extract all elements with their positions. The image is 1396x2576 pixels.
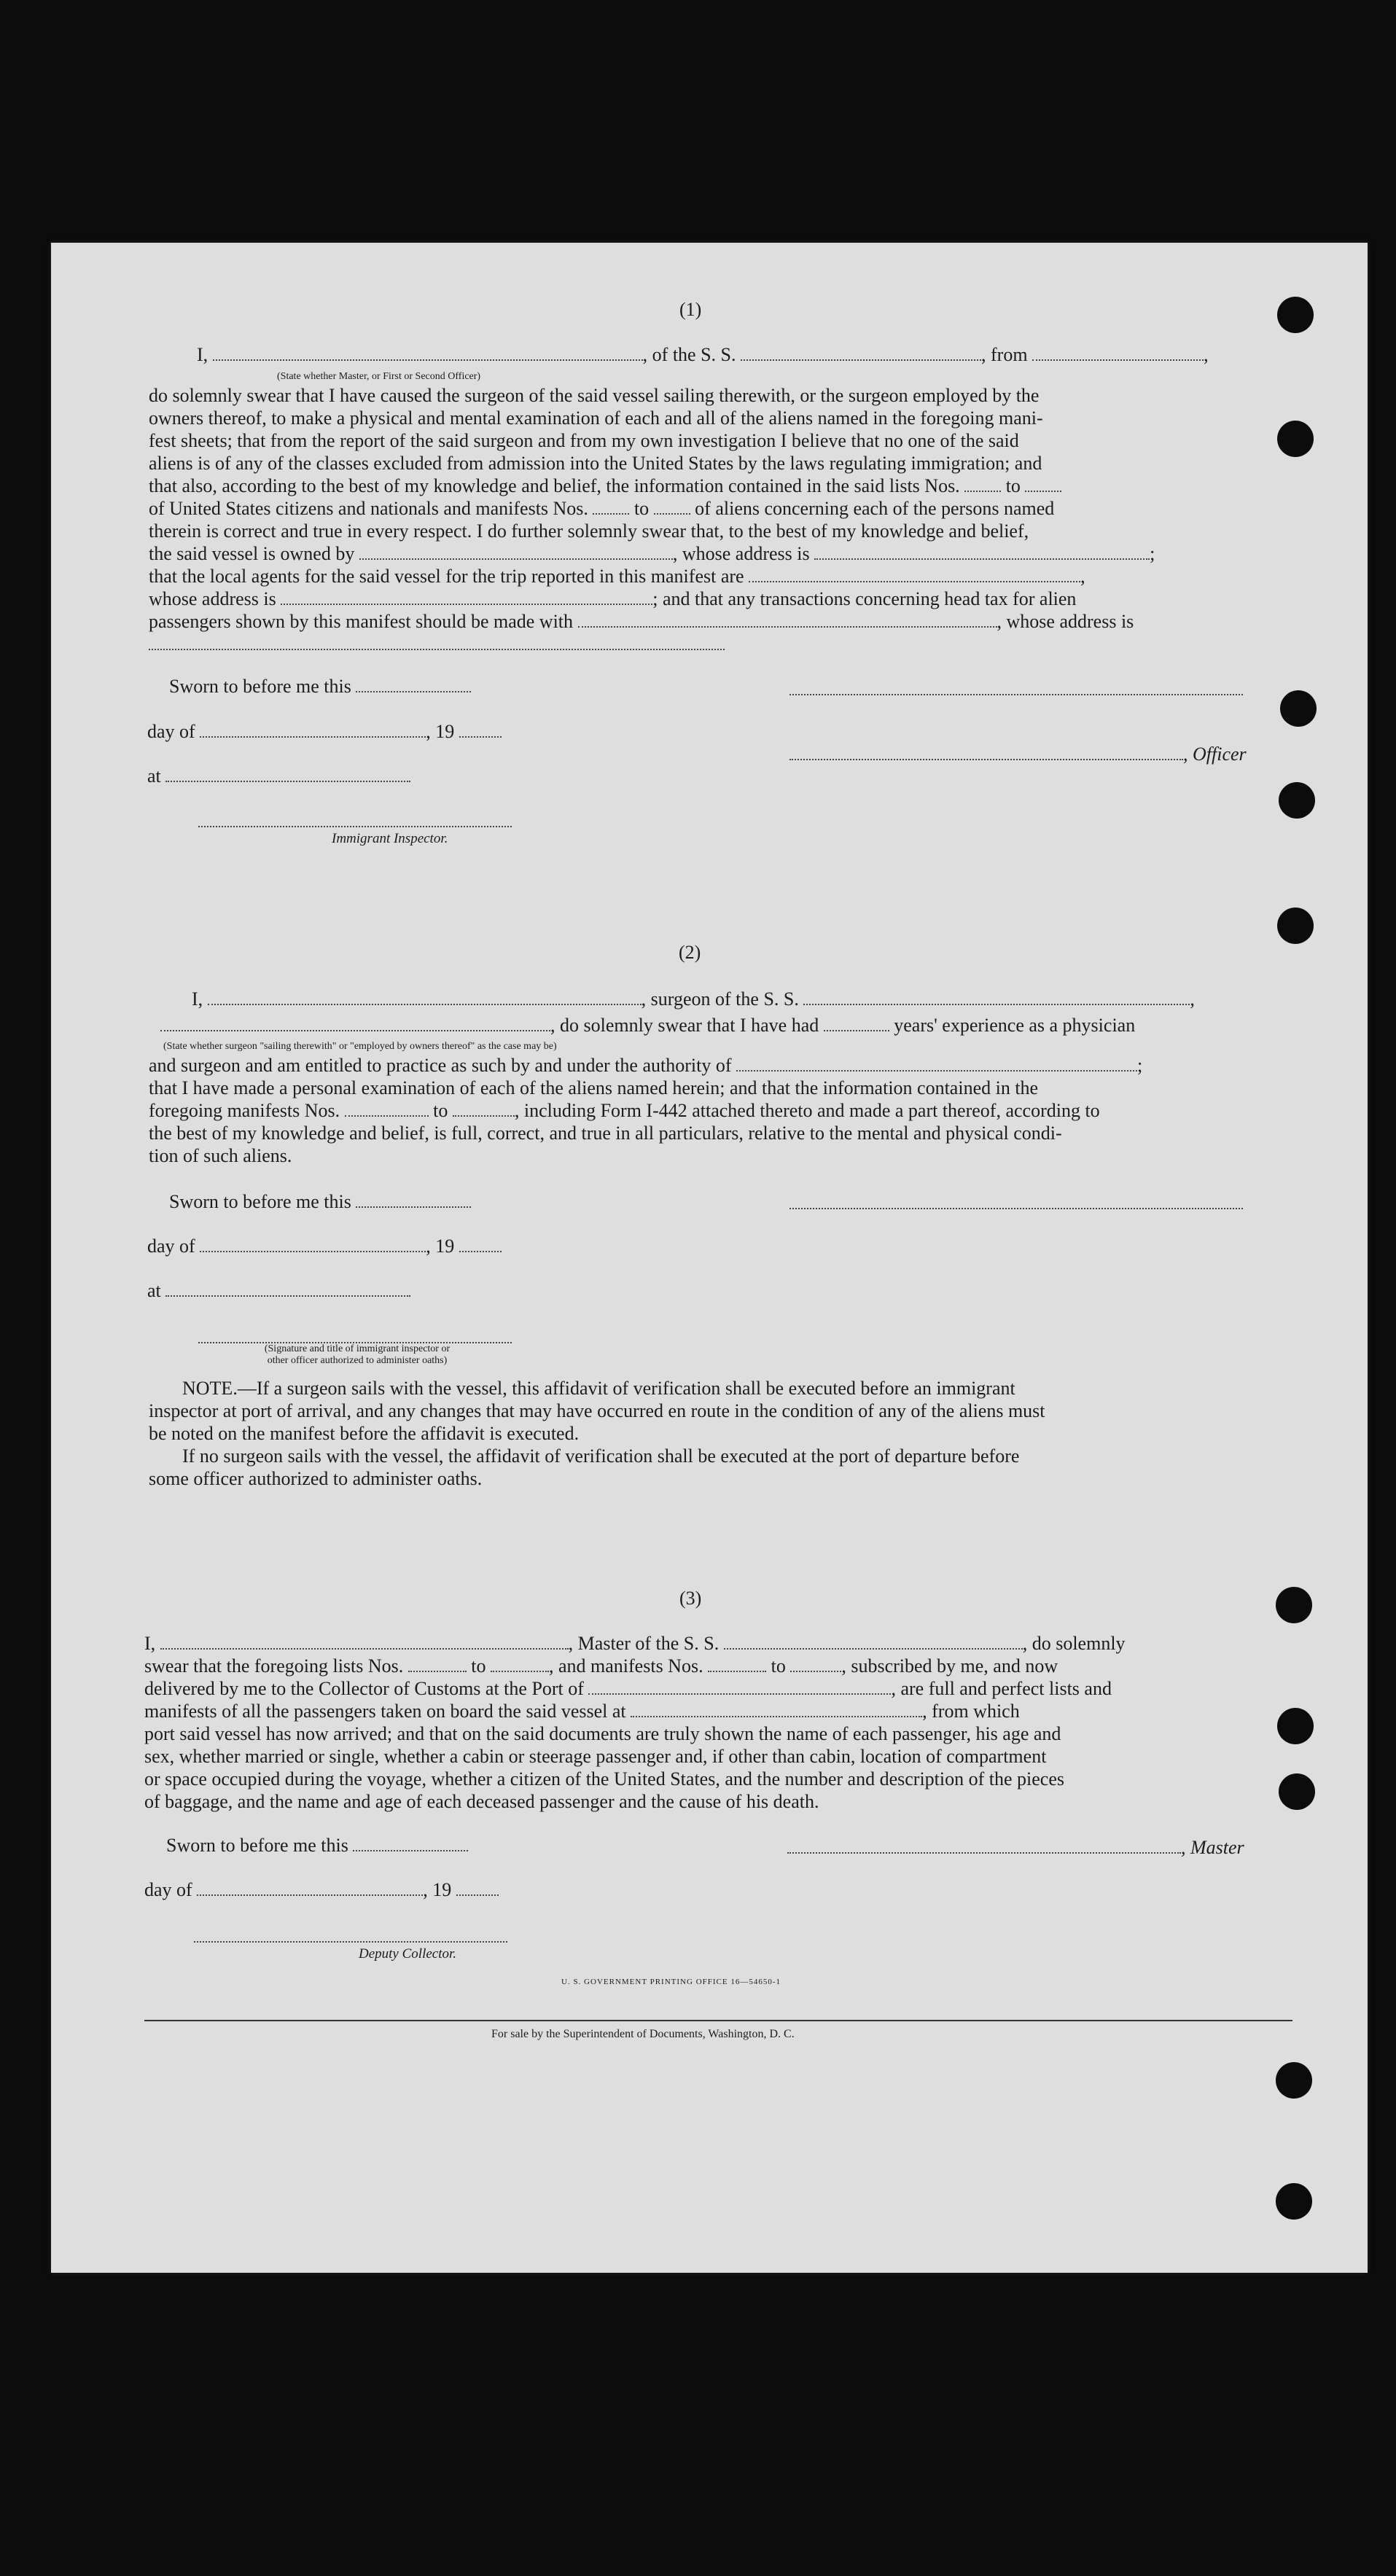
s1-officer-line: , Officer bbox=[789, 743, 1247, 765]
s3-master-line: , Master bbox=[787, 1836, 1244, 1859]
footer-text: For sale by the Superintendent of Documents, Washington, D. C. bbox=[491, 2028, 795, 2040]
punch-hole bbox=[1277, 297, 1314, 333]
punch-hole bbox=[1276, 1587, 1312, 1623]
s2-surgeon-signature-line bbox=[789, 1208, 1243, 1209]
punch-hole bbox=[1279, 782, 1315, 819]
footer-rule bbox=[144, 2020, 1292, 2021]
punch-hole bbox=[1276, 2062, 1312, 2099]
s2-note: NOTE.—If a surgeon sails with the vessel, this affidavit of verification shall be executed before an immigrant inspector at port of arrival, and any changes that may have occurred en route in the condition of any of the aliens must be noted on the manifest before the affidavit is executed. If no surgeon sails with the vessel, the affidavit of verification shall be executed at the port of departure before some officer authorized to administer oaths. bbox=[149, 1378, 1045, 1489]
punch-hole bbox=[1276, 2183, 1312, 2220]
s1-day: day of , 19 bbox=[147, 720, 502, 743]
s2-sworn: Sworn to before me this bbox=[169, 1190, 471, 1213]
s2-day: day of , 19 bbox=[147, 1235, 502, 1257]
s3-paragraph: I, , Master of the S. S. , do solemnly swear that the foregoing lists Nos. to , and manifests Nos. to , subscribed by me, and now delivered by me to the Collector of Customs at the Port of , are full and perfect lists and manifests of all the passengers taken on board the said vessel at , from which port said vessel has now arrived; and that on the said documents are truly shown the name of each passenger, his age and sex, whether married or single, whether a cabin or steerage passenger and, if other than cabin, location of compartment or space occupied during the voyage, whether a citizen of the United States, and the number and description of the pieces of baggage, and the name and age of each deceased passenger and the cause of his death. bbox=[144, 1633, 1126, 1812]
s1-officer-signature-line bbox=[789, 694, 1243, 695]
s2-signature-caption: (Signature and title of immigrant inspector or other officer authorized to administer oaths) bbox=[264, 1343, 451, 1366]
section-3-heading: (3) bbox=[679, 1588, 702, 1609]
punch-hole bbox=[1280, 690, 1317, 727]
s1-sworn: Sworn to before me this bbox=[169, 675, 471, 698]
s3-sworn: Sworn to before me this bbox=[166, 1834, 468, 1857]
section-2-heading: (2) bbox=[679, 942, 701, 963]
s2-at: at bbox=[147, 1279, 410, 1302]
s2-paragraph: and surgeon and am entitled to practice as such by and under the authority of ; that I have made a personal examination of each of the aliens named herein; and that the information contained in the foregoing manifests Nos. to , including Form I-442 attached thereto and made a part thereof, according to the best of my knowledge and belief, is full, correct, and true in all particulars, relative to the mental and physical condi- tion of such aliens. bbox=[149, 1055, 1143, 1166]
s3-day: day of , 19 bbox=[144, 1878, 499, 1901]
gpo-imprint: U. S. GOVERNMENT PRINTING OFFICE 16—54650-1 bbox=[561, 1978, 781, 1986]
s2-line1: I, , surgeon of the S. S. , bbox=[192, 988, 1195, 1010]
s3-collector-caption: Deputy Collector. bbox=[359, 1946, 457, 1962]
section-1-heading: (1) bbox=[679, 299, 702, 320]
s2-line2: , do solemnly swear that I have had years' experience as a physician bbox=[160, 1014, 1298, 1037]
s1-paragraph: do solemnly swear that I have caused the surgeon of the said vessel sailing therewith, or the surgeon employed by the owners thereof, to make a physical and mental examination of each and all of the aliens named in the foregoing mani- fest sheets; that from the report of the said surgeon and from my own investigation I believe that no one of the said aliens is of any of the classes excluded from admission into the United States by the laws regulating immigration; and that also, according to the best of my knowledge and belief, the information contained in the said lists Nos. to of United States citizens and nationals and manifests Nos. to of aliens concerning each of the persons named therein is correct and true in every respect. I do further solemnly swear that, to the best of my knowledge and belief, the said vessel is owned by , whose address is ; that the local agents for the said vessel for the trip reported in this manifest are , whose address is ; and that any transactions concerning head tax for alien passengers shown by this manifest should be made with , whose address is bbox=[149, 384, 1296, 655]
s2-surgeon-note: (State whether surgeon "sailing therewith" or "employed by owners thereof" as the case may be) bbox=[163, 1041, 557, 1052]
s3-collector-signature-line bbox=[194, 1941, 507, 1943]
s1-inspector-caption: Immigrant Inspector. bbox=[332, 831, 448, 846]
punch-hole bbox=[1277, 908, 1314, 944]
s1-inspector-signature-line bbox=[198, 826, 512, 827]
manifest-sheet bbox=[51, 243, 1368, 2273]
s1-officer-note: (State whether Master, or First or Second Officer) bbox=[277, 371, 481, 382]
s1-at: at bbox=[147, 765, 410, 787]
s1-line1: I, , of the S. S. , from , bbox=[197, 344, 1209, 365]
